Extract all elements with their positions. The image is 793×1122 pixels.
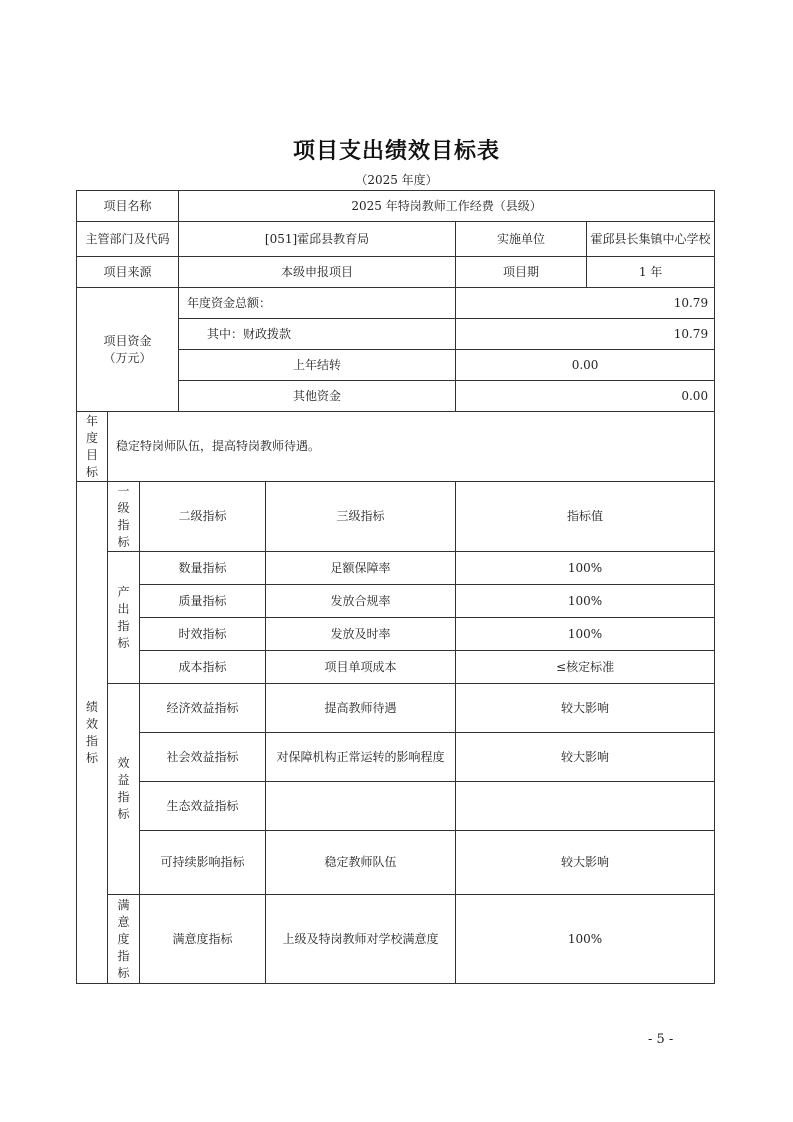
label-char: 满	[117, 897, 130, 912]
impl-unit-label: 实施单位	[456, 222, 587, 257]
funds-total-label: 年度资金总额：	[179, 288, 456, 319]
value-cell: 100%	[456, 585, 715, 618]
level3-cell: 上级及特岗教师对学校满意度	[266, 895, 456, 984]
label-char: 标	[85, 750, 98, 765]
label-char: 指	[117, 517, 130, 532]
label-char: 指	[117, 790, 130, 804]
label-char: 效	[85, 716, 98, 731]
value-cell: 100%	[456, 618, 715, 651]
label-char: 标	[117, 534, 130, 549]
row-funds-total	[77, 288, 715, 319]
value-cell: 100%	[456, 552, 715, 585]
funds-carryover-value: 0.00	[456, 350, 715, 381]
document-title: 项目支出绩效目标表	[292, 139, 500, 164]
table-row	[77, 651, 715, 684]
row-project-name	[77, 191, 715, 222]
table-row	[77, 585, 715, 618]
label-char: 年	[85, 413, 98, 428]
level3-cell: 发放及时率	[266, 618, 456, 651]
level2-cell: 经济效益指标	[140, 684, 266, 733]
label-char: 标	[117, 635, 130, 650]
label-char: 级	[117, 500, 130, 515]
table-row	[77, 552, 715, 585]
level2-cell: 生态效益指标	[140, 782, 266, 831]
label-char: 绩	[85, 699, 98, 714]
annual-goal-label	[77, 412, 108, 482]
label-char: 标	[85, 464, 98, 479]
value-cell: 较大影响	[456, 684, 715, 733]
level2-cell: 可持续影响指标	[140, 831, 266, 895]
label-char: 目	[85, 447, 98, 462]
value-cell: ≤核定标准	[456, 651, 715, 684]
output-indicators-label	[108, 552, 140, 684]
annual-goal-text: 稳定特岗师队伍，提高特岗教师待遇。	[108, 412, 715, 482]
funds-label-line2: （万元）	[103, 350, 152, 365]
funds-fiscal-value: 10.79	[456, 319, 715, 350]
level2-cell: 数量指标	[140, 552, 266, 585]
label-char: 指	[85, 733, 98, 748]
period-value: 1 年	[587, 257, 715, 288]
level2-cell: 质量指标	[140, 585, 266, 618]
level3-cell: 项目单项成本	[266, 651, 456, 684]
label-char: 标	[117, 807, 130, 821]
dept-label: 主管部门及代码	[77, 222, 179, 257]
source-label: 项目来源	[77, 257, 179, 288]
period-label: 项目期	[456, 257, 587, 288]
satisfaction-indicators-label	[108, 895, 140, 984]
row-department	[77, 222, 715, 257]
document-year: （2025 年度）	[355, 173, 438, 187]
header-value: 指标值	[456, 482, 715, 552]
label-char: 出	[117, 601, 130, 616]
level2-cell: 满意度指标	[140, 895, 266, 984]
level2-cell: 成本指标	[140, 651, 266, 684]
funds-other-label: 其他资金	[179, 381, 456, 412]
funds-fiscal-label: 其中：财政拨款	[179, 319, 456, 350]
row-indicator-header	[77, 482, 715, 552]
header-level1	[108, 482, 140, 552]
level3-cell: 稳定教师队伍	[266, 831, 456, 895]
label-char: 产	[117, 584, 130, 599]
value-cell: 较大影响	[456, 831, 715, 895]
project-name-value: 2025 年特岗教师工作经费（县级）	[179, 191, 715, 222]
label-char: 标	[117, 965, 130, 980]
value-cell: 100%	[456, 895, 715, 984]
label-char: 度	[85, 430, 98, 445]
funds-total-value: 10.79	[456, 288, 715, 319]
label-char: 度	[117, 931, 130, 946]
level2-cell: 时效指标	[140, 618, 266, 651]
funds-label	[77, 288, 179, 412]
table-row	[77, 733, 715, 782]
table-row	[77, 831, 715, 895]
label-char: 意	[117, 914, 130, 929]
table-row	[77, 684, 715, 733]
benefit-indicators-label	[108, 684, 140, 895]
level3-cell	[266, 782, 456, 831]
funds-other-value: 0.00	[456, 381, 715, 412]
header-level2: 二级指标	[140, 482, 266, 552]
level3-cell: 发放合规率	[266, 585, 456, 618]
level2-cell: 社会效益指标	[140, 733, 266, 782]
value-cell: 较大影响	[456, 733, 715, 782]
label-char: 一	[117, 483, 130, 498]
level3-cell: 足额保障率	[266, 552, 456, 585]
label-char: 指	[117, 618, 130, 633]
funds-label-line1: 项目资金	[103, 333, 152, 348]
page-number: - 5 -	[648, 1032, 674, 1047]
label-char: 效	[117, 756, 130, 770]
header-level3: 三级指标	[266, 482, 456, 552]
row-source	[77, 257, 715, 288]
table-row	[77, 618, 715, 651]
impl-unit-value: 霍邱县长集镇中心学校	[587, 222, 715, 257]
project-name-label: 项目名称	[77, 191, 179, 222]
level3-cell: 提高教师待遇	[266, 684, 456, 733]
funds-carryover-label: 上年结转	[179, 350, 456, 381]
label-char: 指	[117, 948, 130, 963]
performance-goal-table	[76, 190, 715, 984]
source-value: 本级申报项目	[179, 257, 456, 288]
table-row	[77, 895, 715, 984]
value-cell	[456, 782, 715, 831]
label-char: 益	[117, 773, 130, 787]
performance-indicators-label	[77, 482, 108, 984]
row-annual-goal	[77, 412, 715, 482]
dept-value: [051]霍邱县教育局	[179, 222, 456, 257]
table-row	[77, 782, 715, 831]
level3-cell: 对保障机构正常运转的影响程度	[266, 733, 456, 782]
